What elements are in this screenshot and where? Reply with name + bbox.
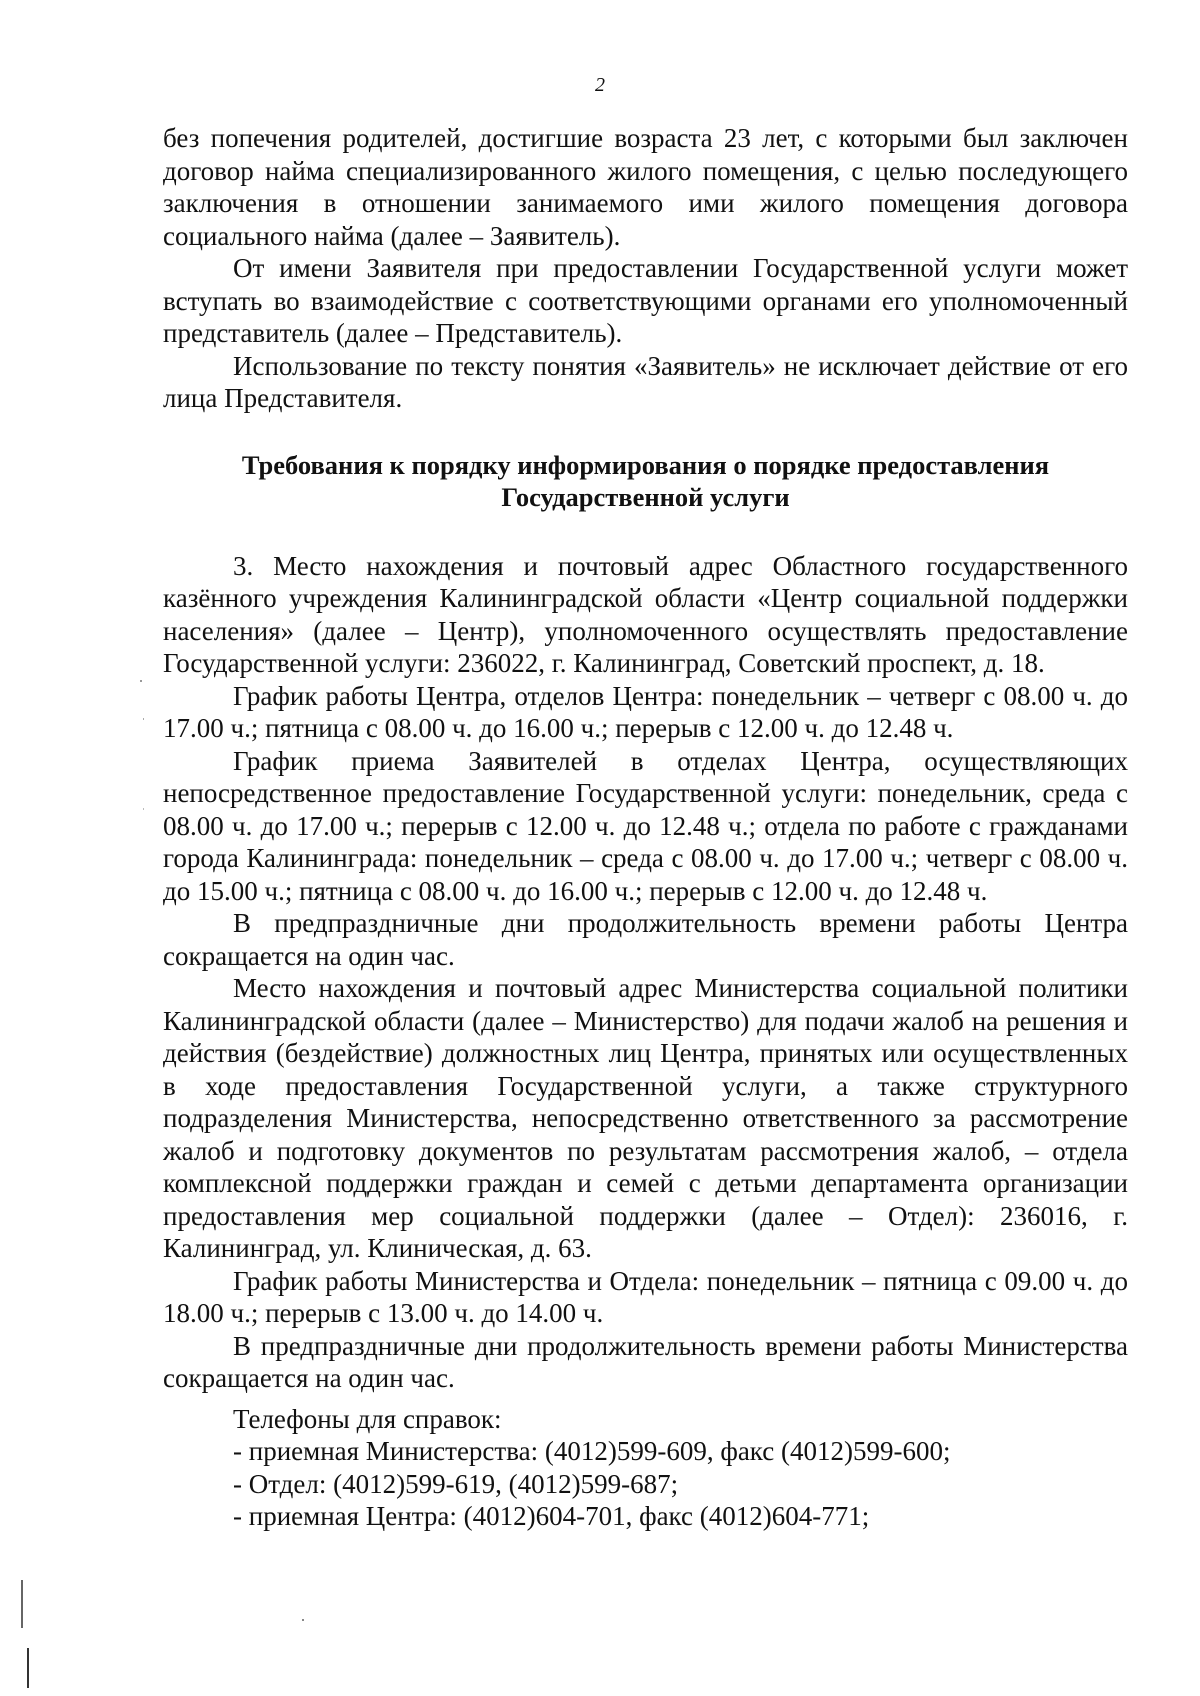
- paragraph: Использование по тексту понятия «Заявитель» не исключает действие от его лица Представителя.: [163, 350, 1128, 413]
- paragraph: Место нахождения и почтовый адрес Министерства социальной политики Калининградской области (далее – Министерство) для подачи жалоб на решения и действия (бездействие) должностных лиц Центра, принятых или осуществленных в ходе предоставления Государственной услуги, а также структурного подразделения Министерства, непосредственно ответственного за рассмотрение жалоб и подготовку документов по результатам рассмотрения жалоб, – отдела комплексной поддержки граждан и семей с детьми департамента организации предоставления мер социальной поддержки (далее – Отдел): 236016, г. Калининград, ул. Клиническая, д. 63.: [163, 973, 1128, 1263]
- phones-list: [163, 1435, 1128, 1533]
- scan-speck: [302, 1619, 304, 1621]
- section-heading-line-2: Государственной услуги: [501, 481, 790, 512]
- main-paragraphs: [163, 550, 1128, 1395]
- section-heading: [163, 449, 1128, 513]
- paragraph: 3. Место нахождения и почтовый адрес Областного государственного казённого учреждения Калининградской области «Центр социальной поддержки населения» (далее – Центр), уполномоченного осуществлять предоставление Государственной услуги: 236022, г. Калининград, Советский проспект, д. 18.: [163, 550, 1128, 678]
- paragraph: В предпраздничные дни продолжительность времени работы Министерства сокращается на один час.: [163, 1330, 1128, 1393]
- scan-speck: [143, 808, 144, 810]
- section-heading-line-1: Требования к порядку информирования о порядке предоставления: [241, 449, 1050, 480]
- phone-list-item: - приемная Министерства: (4012)599-609, факс (4012)599-600;: [233, 1436, 951, 1466]
- phone-list-item: - приемная Центра: (4012)604-701, факс (4012)604-771;: [233, 1501, 870, 1531]
- phone-list-item: - Отдел: (4012)599-619, (4012)599-687;: [233, 1468, 679, 1499]
- paragraph: От имени Заявителя при предоставлении Государственной услуги может вступать во взаимодействие с соответствующими органами его уполномоченный представитель (далее – Представитель).: [163, 253, 1128, 348]
- paragraph: без попечения родителей, достигшие возраста 23 лет, с которыми был заключен договор найма специализированного жилого помещения, с целью последующего заключения в отношении занимаемого ими жилого помещения договора социального найма (далее – Заявитель).: [163, 123, 1128, 251]
- scan-edge-line: [27, 1648, 29, 1688]
- paragraph: График работы Центра, отделов Центра: понедельник – четверг с 08.00 ч. до 17.00 ч.; пятница с 08.00 ч. до 16.00 ч.; перерыв с 12.00 ч. до 12.48 ч.: [163, 680, 1128, 743]
- document-body: [163, 122, 1128, 1533]
- paragraph: В предпраздничные дни продолжительность времени работы Центра сокращается на один час.: [163, 908, 1128, 971]
- page-number: 2: [595, 74, 605, 96]
- phones-heading: Телефоны для справок:: [233, 1403, 502, 1434]
- top-paragraphs: [163, 122, 1128, 415]
- paragraph: График работы Министерства и Отдела: понедельник – пятница с 09.00 ч. до 18.00 ч.; перерыв с 13.00 ч. до 14.00 ч.: [163, 1265, 1128, 1328]
- scan-speck: [143, 718, 144, 720]
- scan-speck: [140, 680, 142, 682]
- scan-edge-line: [21, 1580, 23, 1628]
- paragraph: График приема Заявителей в отделах Центра, осуществляющих непосредственное предоставление Государственной услуги: понедельник, среда с 08.00 ч. до 17.00 ч.; перерыв с 12.00 ч. до 12.48 ч.; отдела по работе с гражданами города Калининграда: понедельник – среда с 08.00 ч. до 17.00 ч.; четверг с 08.00 ч. до 15.00 ч.; пятница с 08.00 ч. до 16.00 ч.; перерыв с 12.00 ч. до 12.48 ч.: [163, 745, 1128, 906]
